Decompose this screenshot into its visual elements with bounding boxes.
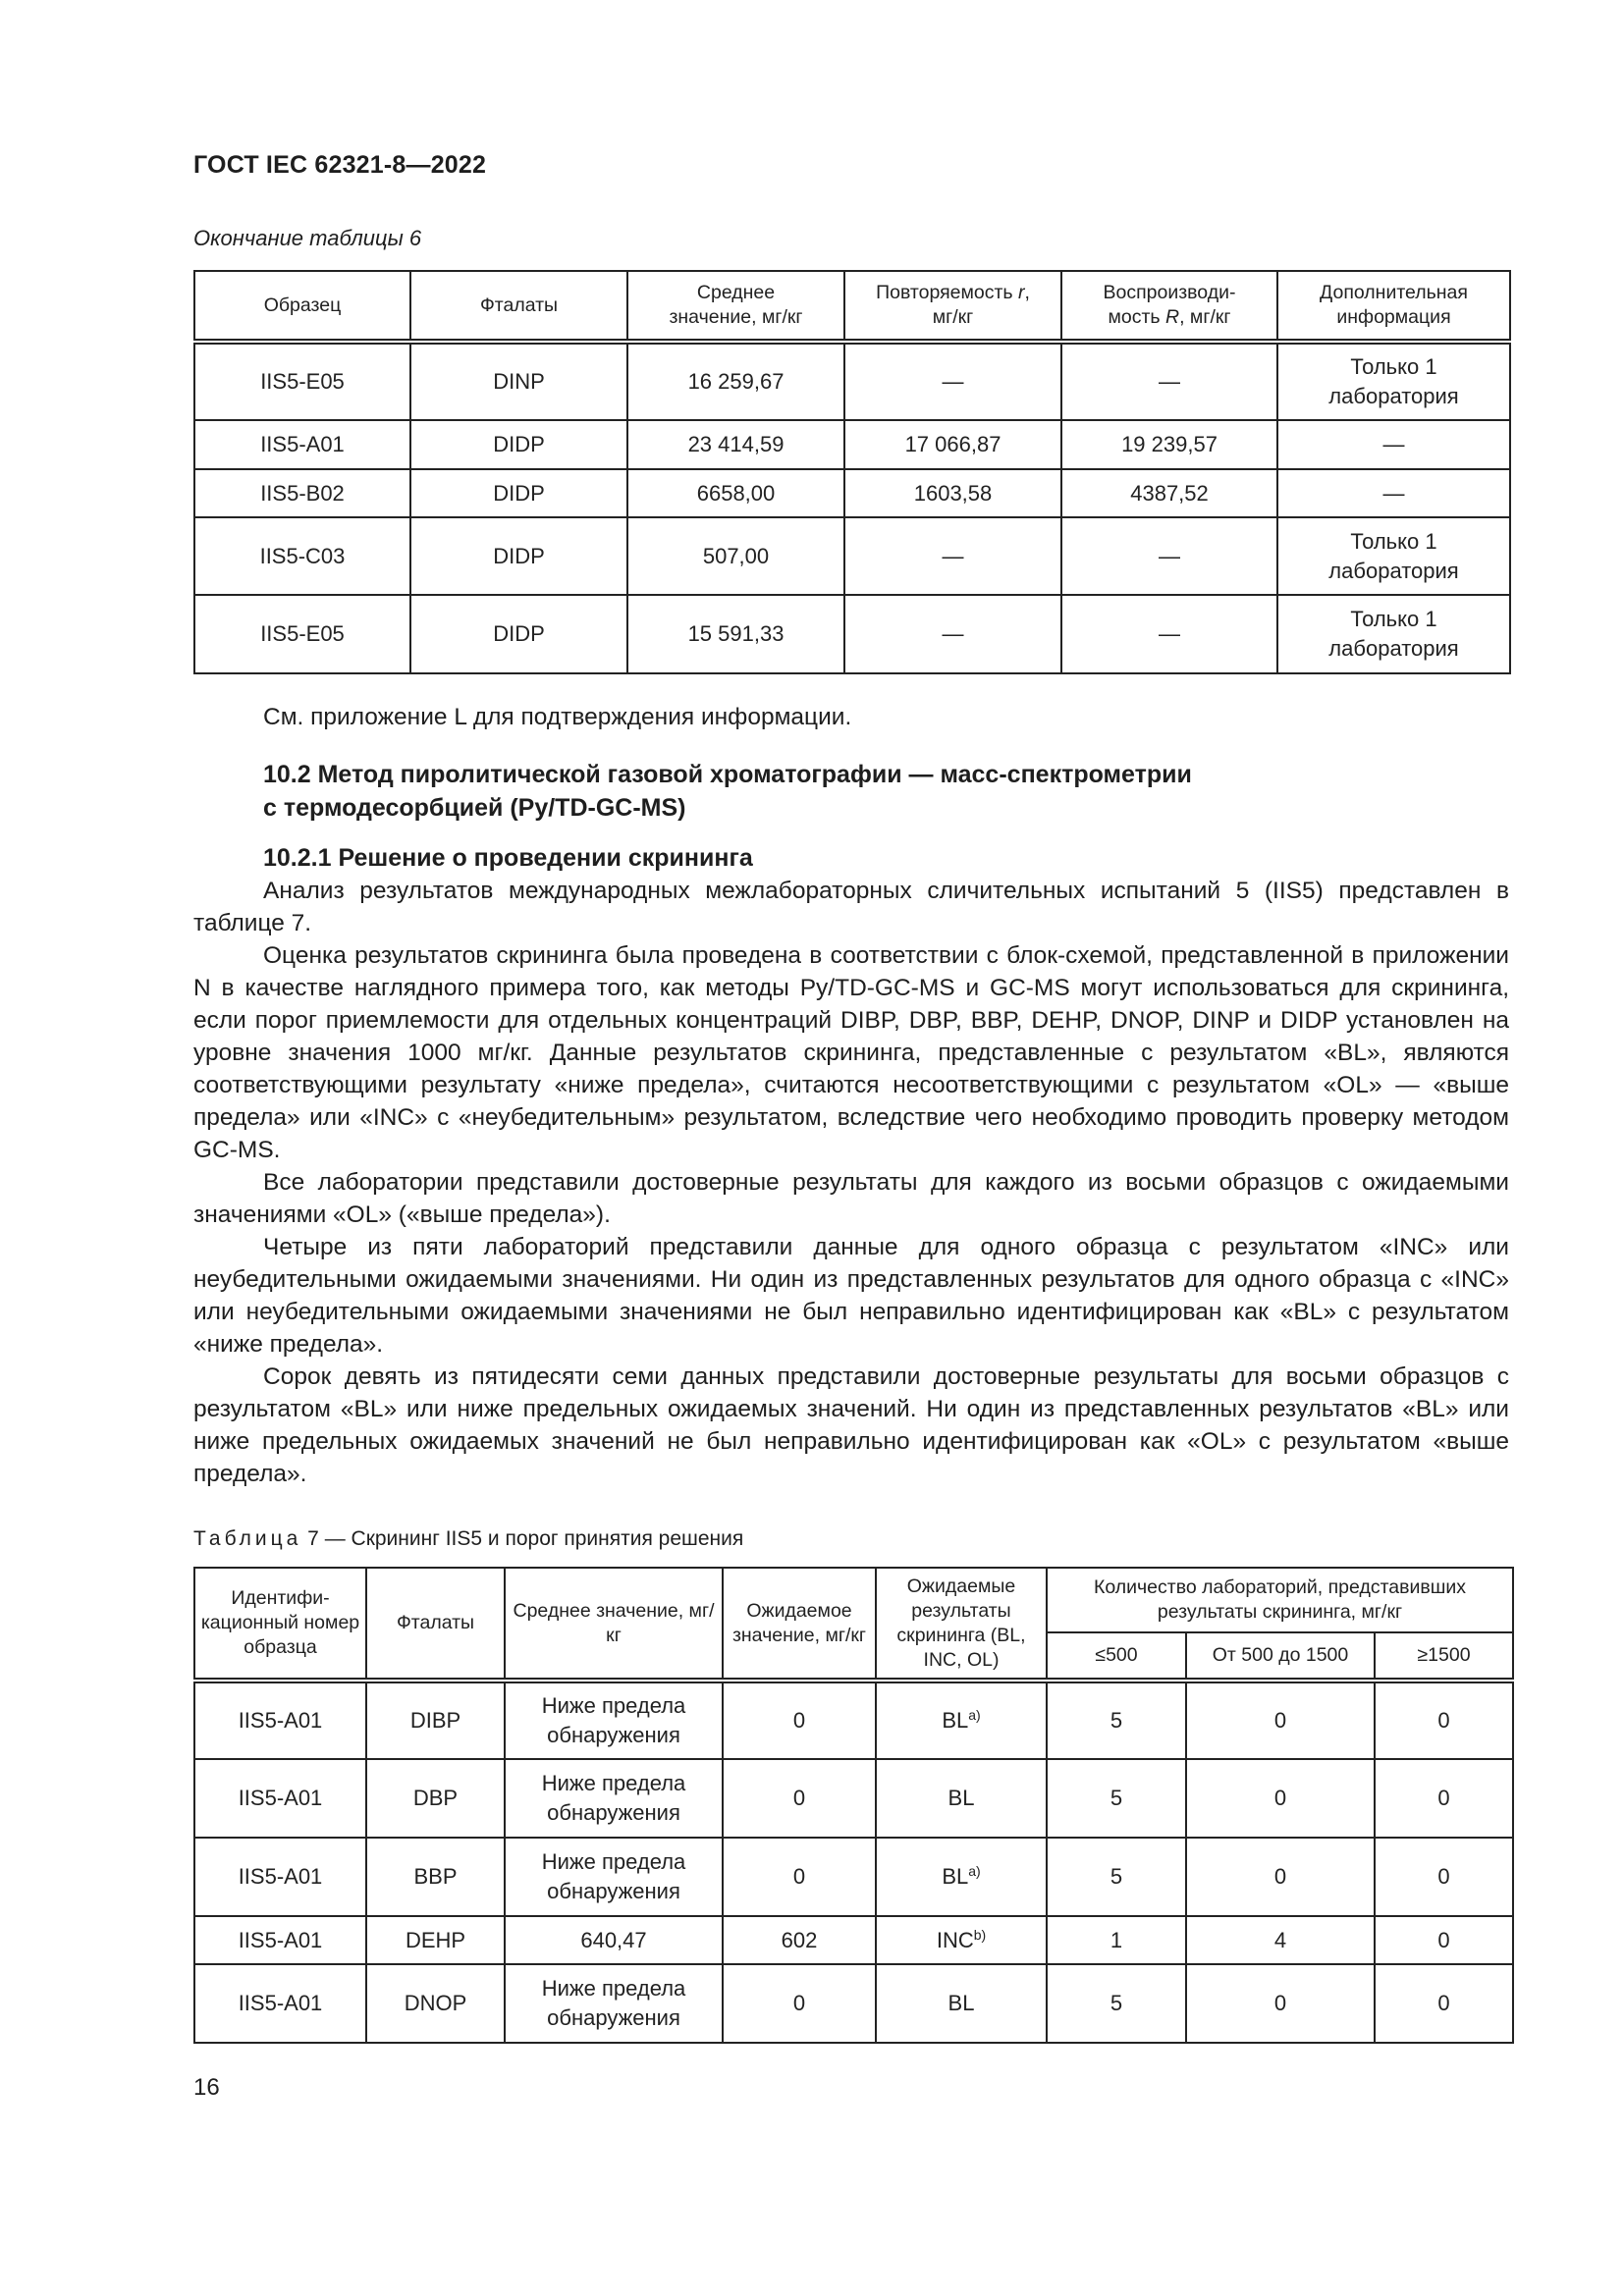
cell-mean: Ниже предела обнаружения xyxy=(505,1838,723,1916)
appendix-note: См. приложение L для подтверждения информации. xyxy=(263,704,852,730)
col-header-sample: Образец xyxy=(194,271,410,342)
section-body xyxy=(193,875,1509,1490)
table-row xyxy=(194,1916,1513,1964)
footnote-marker: b) xyxy=(973,1926,987,1943)
cell-sample: IIS5-A01 xyxy=(194,420,410,469)
cell-le500: 5 xyxy=(1047,1838,1186,1916)
col-header-additional-info: Дополнительная информация xyxy=(1277,271,1510,342)
cell-mean: 23 414,59 xyxy=(627,420,844,469)
table-row xyxy=(194,342,1510,420)
cell-sample: IIS5-E05 xyxy=(194,342,410,420)
table-header-row xyxy=(194,1568,1513,1632)
cell-phthalate: DINP xyxy=(410,342,627,420)
cell-reproducibility: — xyxy=(1061,517,1277,595)
cell-500-1500: 0 xyxy=(1186,1759,1375,1838)
cell-expected: 0 xyxy=(723,1964,876,2043)
table-6 xyxy=(193,270,1511,674)
table-7 xyxy=(193,1567,1514,2044)
cell-le500: 5 xyxy=(1047,1964,1186,2043)
col-header-phthalates: Фталаты xyxy=(410,271,627,342)
col-header-ge1500: ≥1500 xyxy=(1375,1632,1513,1681)
cell-phthalate: DIDP xyxy=(410,420,627,469)
col-header-phthalates: Фталаты xyxy=(366,1568,505,1681)
cell-mean: Ниже предела обнаружения xyxy=(505,1681,723,1759)
cell-repeatability: — xyxy=(844,595,1061,673)
cell-phthalate: BBP xyxy=(366,1838,505,1916)
paragraph: Четыре из пяти лабораторий представили данные для одного образца с результатом «INC» или неубедительными ожидаемыми значениями. Ни один из представленных результатов для одного образца с «INC» или неубедительными ожидаемыми значениями не был неправильно идентифицирован как «BL» с результатом «ниже предела». xyxy=(193,1234,1510,1358)
paragraph: Анализ результатов международных межлабораторных сличительных испытаний 5 (IIS5) представлен в таблице 7. xyxy=(193,878,1509,936)
table-row xyxy=(194,1759,1513,1838)
table-row xyxy=(194,469,1510,517)
cell-expected: 602 xyxy=(723,1916,876,1964)
cell-expected: 0 xyxy=(723,1838,876,1916)
cell-phthalate: DIDP xyxy=(410,517,627,595)
cell-info: — xyxy=(1277,469,1510,517)
cell-reproducibility: 19 239,57 xyxy=(1061,420,1277,469)
paragraph: Все лаборатории представили достоверные результаты для каждого из восьми образцов с ожидаемыми значениями «OL» («выше предела»). xyxy=(193,1169,1509,1228)
cell-phthalate: DIBP xyxy=(366,1681,505,1759)
cell-reproducibility: — xyxy=(1061,595,1277,673)
cell-result: BL$^{a)}$ xyxy=(876,1838,1047,1916)
document-id-header: ГОСТ IEC 62321-8—2022 xyxy=(193,151,487,179)
col-header-reproducibility: Воспроизводи- мость R, мг/кг xyxy=(1061,271,1277,342)
cell-info: — xyxy=(1277,420,1510,469)
cell-500-1500: 0 xyxy=(1186,1964,1375,2043)
cell-500-1500: 0 xyxy=(1186,1838,1375,1916)
cell-result: BL$^{a)}$ xyxy=(876,1681,1047,1759)
table-row xyxy=(194,1838,1513,1916)
cell-sample: IIS5-C03 xyxy=(194,517,410,595)
cell-phthalate: DEHP xyxy=(366,1916,505,1964)
cell-repeatability: 17 066,87 xyxy=(844,420,1061,469)
cell-mean: 15 591,33 xyxy=(627,595,844,673)
footnote-marker: a) xyxy=(968,1707,981,1723)
cell-sample: IIS5-A01 xyxy=(194,1916,366,1964)
cell-mean: 507,00 xyxy=(627,517,844,595)
cell-ge1500: 0 xyxy=(1375,1838,1513,1916)
cell-ge1500: 0 xyxy=(1375,1964,1513,2043)
page-number: 16 xyxy=(193,2074,220,2101)
cell-500-1500: 0 xyxy=(1186,1681,1375,1759)
table-row xyxy=(194,595,1510,673)
table-7-caption: Таблица 7 — Скрининг IIS5 и порог принятия решения xyxy=(193,1527,744,1550)
cell-result: INC$^{b)}$ xyxy=(876,1916,1047,1964)
cell-phthalate: DIDP xyxy=(410,595,627,673)
cell-500-1500: 4 xyxy=(1186,1916,1375,1964)
cell-mean: 6658,00 xyxy=(627,469,844,517)
col-header-repeatability: Повторяемость r, мг/кг xyxy=(844,271,1061,342)
cell-sample: IIS5-B02 xyxy=(194,469,410,517)
cell-phthalate: DIDP xyxy=(410,469,627,517)
cell-info: Только 1 лаборатория xyxy=(1277,342,1510,420)
cell-le500: 1 xyxy=(1047,1916,1186,1964)
cell-repeatability: — xyxy=(844,342,1061,420)
cell-result: BL xyxy=(876,1964,1047,2043)
section-heading-10-2: 10.2 Метод пиролитической газовой хроматографии — масс-спектрометрии с термодесорбцией (Py/TD-GC-MS) xyxy=(263,761,1192,822)
cell-reproducibility: — xyxy=(1061,342,1277,420)
section-heading-10-2-1: 10.2.1 Решение о проведении скрининга xyxy=(263,844,753,872)
col-header-sample-id: Идентифи- кационный номер образца xyxy=(194,1568,366,1681)
cell-le500: 5 xyxy=(1047,1759,1186,1838)
col-header-mean: Среднее значение, мг/кг xyxy=(505,1568,723,1681)
table-header-row xyxy=(194,271,1510,342)
cell-mean: 640,47 xyxy=(505,1916,723,1964)
cell-le500: 5 xyxy=(1047,1681,1186,1759)
table-row xyxy=(194,1681,1513,1759)
cell-sample: IIS5-E05 xyxy=(194,595,410,673)
cell-expected: 0 xyxy=(723,1681,876,1759)
cell-phthalate: DNOP xyxy=(366,1964,505,2043)
col-header-500-1500: От 500 до 1500 xyxy=(1186,1632,1375,1681)
cell-mean: 16 259,67 xyxy=(627,342,844,420)
paragraph: Сорок девять из пятидесяти семи данных представили достоверные результаты для восьми образцов с результатом «BL» или ниже предельных ожидаемых значений. Ни один из представленных результатов «BL» или ниже предельных ожидаемых значений не был неправильно идентифицирован как «OL» с результатом «выше предела». xyxy=(193,1363,1509,1487)
cell-ge1500: 0 xyxy=(1375,1759,1513,1838)
cell-phthalate: DBP xyxy=(366,1759,505,1838)
cell-repeatability: 1603,58 xyxy=(844,469,1061,517)
col-header-lab-count-group: Количество лабораторий, представивших результаты скрининга, мг/кг xyxy=(1047,1568,1513,1632)
cell-mean: Ниже предела обнаружения xyxy=(505,1964,723,2043)
table-continuation-label: Окончание таблицы 6 xyxy=(193,226,422,250)
cell-info: Только 1 лаборатория xyxy=(1277,595,1510,673)
cell-sample: IIS5-A01 xyxy=(194,1838,366,1916)
cell-ge1500: 0 xyxy=(1375,1681,1513,1759)
cell-ge1500: 0 xyxy=(1375,1916,1513,1964)
col-header-le500: ≤500 xyxy=(1047,1632,1186,1681)
cell-info: Только 1 лаборатория xyxy=(1277,517,1510,595)
footnote-marker: a) xyxy=(968,1863,981,1879)
cell-reproducibility: 4387,52 xyxy=(1061,469,1277,517)
cell-sample: IIS5-A01 xyxy=(194,1964,366,2043)
col-header-mean: Среднее значение, мг/кг xyxy=(627,271,844,342)
cell-result: BL xyxy=(876,1759,1047,1838)
table-row xyxy=(194,1964,1513,2043)
col-header-expected-results: Ожидаемые результаты скрининга (BL, INC, OL) xyxy=(876,1568,1047,1681)
cell-sample: IIS5-A01 xyxy=(194,1681,366,1759)
cell-expected: 0 xyxy=(723,1759,876,1838)
cell-mean: Ниже предела обнаружения xyxy=(505,1759,723,1838)
paragraph: Оценка результатов скрининга была проведена в соответствии с блок-схемой, представленной в приложении N в качестве наглядного примера того, как методы Py/TD-GC-MS и GC-MS могут использоваться для скрининга, если порог приемлемости для отдельных концентраций DIBP, DBP, BBP, DEHP, DNOP, DINP и DIDP установлен на уровне значения 1000 мг/кг. Данные результатов скрининга, представленные с результатом «BL», являются соответствующими результату «ниже предела», считаются несоответствующими с результатом «OL» — «выше предела» или «INC» с «неубедительным» результатом, вследствие чего необходимо проводить проверку методом GC-MS. xyxy=(193,942,1509,1163)
cell-repeatability: — xyxy=(844,517,1061,595)
col-header-expected-value: Ожидаемое значение, мг/кг xyxy=(723,1568,876,1681)
table-row xyxy=(194,420,1510,469)
cell-sample: IIS5-A01 xyxy=(194,1759,366,1838)
table-row xyxy=(194,517,1510,595)
